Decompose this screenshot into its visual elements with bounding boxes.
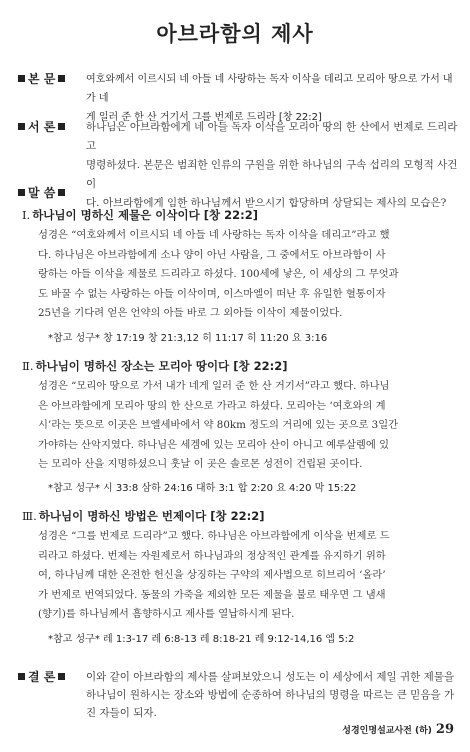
page-footer [342,722,454,737]
gyeollon-label: 결 론 [18,668,65,685]
reference-verses: *참고 성구* 창 17:19 창 21:3,12 히 11:17 히 11:20 요 3:16 [48,333,328,344]
text-line: 진 자들이 되자. [86,707,157,719]
text-line: 여호와께서 이르시되 네 아들 네 사랑하는 독자 이삭을 데리고 모리아 땅으로 가서 내가 네 [86,74,453,104]
text-line: 명령하셨다. 본문은 범죄한 인류의 구원을 위한 하나님의 구속 섭리의 모형적 사건이 [86,159,458,190]
text-line: 다. 아브라함에게 임한 하나님께서 받으시기 합당하며 상달되는 제사의 모습은? [86,197,447,209]
malsseum-label: 말 씀 [18,184,65,201]
point-paragraph [38,527,448,625]
square-bullet-icon [58,189,65,196]
square-bullet-icon [18,123,25,130]
bonmun-label: 본 문 [18,70,65,87]
text-line: 성경은 “모리아 땅으로 가서 내가 네게 일러 준 한 산 거기서”라고 했다. 하나님 [38,380,390,392]
page-number: 29 [435,722,454,737]
seoron-label: 서 론 [18,118,65,135]
text-line: 다. 하나님은 아브라함에게 소나 양이 아닌 사람을, 그 중에서도 아브라함이 사 [38,248,386,261]
reference-verses: *참고 성구* 레 1:3-17 레 6:8-13 레 8:18-21 레 9:12-14,16 엡 5:2 [48,634,355,645]
text-line: 하나님이 원하시는 장소와 방법에 순종하여 하나님의 명령을 따르는 큰 믿음을 가 [86,689,455,701]
square-bullet-icon [58,123,65,130]
page-title: 아브라함의 제사 [156,22,314,46]
gyeollon-text [86,668,458,722]
text-line: 성경은 “여호와께서 이르시되 네 아들 네 사랑하는 독자 이삭을 데리고”라고 했 [38,229,390,241]
square-bullet-icon [18,673,25,680]
text-line: 시’라는 뜻으로 이곳은 브엘세바에서 약 80km 정도의 거리에 있는 곳으로 3일간 [38,419,399,431]
text-line: 게 일러 준 한 산 거기서 그를 번제로 드리라 [창 22:2] [86,112,322,123]
point-heading: Ⅲ. 하나님이 명하신 방법은 번제이다 [창 22:2] [22,509,265,523]
point-paragraph [38,377,448,475]
text-line: 도 바꿀 수 없는 사랑하는 아들 이삭이며, 이스마엘이 떠난 후 유일한 혈통이자 [38,287,386,300]
text-line: 는 모리아 산을 지명하셨으니 훗날 이 곳은 솔로몬 성전이 건립된 곳이다. [38,458,363,470]
point-heading: Ⅱ. 하나님이 명하신 장소는 모리아 땅이다 [창 22:2] [22,359,288,373]
text-line: 하나님은 아브라함에게 네 아들 독자 이삭을 모리아 땅의 한 산에서 번제로 드리라고 [86,121,458,152]
point-paragraph [38,226,448,324]
text-line: 성경은 “그를 번제로 드리라”고 했다. 하나님은 아브라함에게 이삭을 번제로 드 [38,530,390,542]
text-line: 여, 하나님께 대한 온전한 헌신을 상징하는 구약의 제사법으로 히브리어 ‘올라’ [38,569,386,581]
text-line: 25년을 기다려 얻은 언약의 아들 바로 그 외아들 이삭이 제물이었다. [38,307,343,319]
square-bullet-icon [58,673,65,680]
text-line: 가야하는 산악지였다. 하나님은 세겜에 있는 모리아 산이 아니고 예루살렘에 있 [38,438,390,451]
square-bullet-icon [18,189,25,196]
seoron-text [86,118,458,213]
text-line: 가 번제로 번역되었다. 동물의 가죽을 제외한 모든 제물을 불로 태우면 그 냄새 [38,588,386,601]
square-bullet-icon [58,75,65,82]
text-line: (향기)를 하나님께서 흠향하시고 제사를 열납하시게 된다. [38,608,295,620]
text-line: 리라고 하셨다. 번제는 자원제로서 하나님과의 정상적인 관계를 유지하기 위하 [38,549,386,562]
point-heading: Ⅰ. 하나님이 명하신 제물은 이삭이다 [창 22:2] [22,208,258,222]
text-line: 이와 같이 아브라함의 제사를 살펴보았으니 성도는 이 세상에서 제일 귀한 제물을 [86,671,455,683]
text-line: 은 아브라함에게 모리아 땅의 한 산으로 가라고 하셨다. 모리아는 ‘여호와의 계 [38,399,386,412]
text-line: 랑하는 아들 이삭을 제물로 드리라고 하셨다. 100세에 낳은, 이 세상의 그 무엇과 [38,268,399,280]
square-bullet-icon [18,75,25,82]
reference-verses: *참고 성구* 시 33:8 삼하 24:16 대하 3:1 합 2:20 요 4:20 막 15:22 [48,483,357,494]
book-title: 성경인명설교사전 (하) [342,726,432,736]
